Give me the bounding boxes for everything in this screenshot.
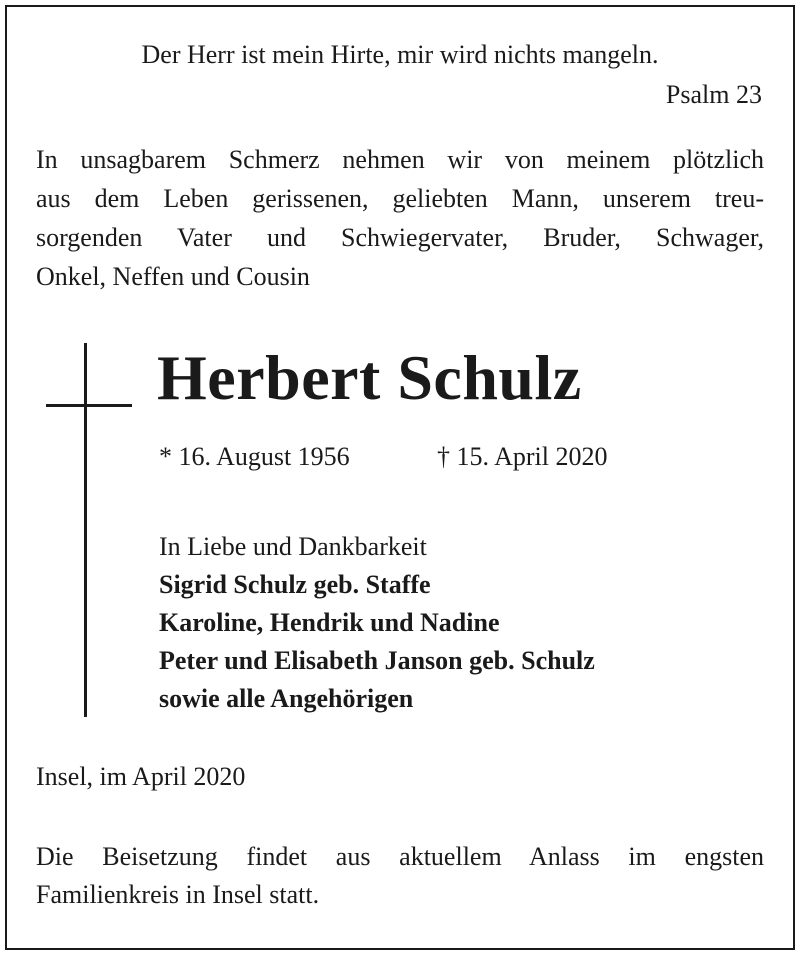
intro-line: In unsagbarem Schmerz nehmen wir von meinem plötzlich — [36, 145, 764, 174]
birth-date: * 16. August 1956 — [159, 442, 350, 471]
burial-line: Familienkreis in Insel statt. — [36, 880, 320, 909]
mourner-name: Peter und Elisabeth Janson geb. Schulz — [159, 646, 595, 675]
mourners-intro: In Liebe und Dankbarkeit — [159, 532, 427, 561]
cross-icon-vertical-bar — [84, 343, 87, 717]
place-and-date: Insel, im April 2020 — [36, 762, 246, 791]
intro-line: aus dem Leben gerissenen, geliebten Mann, unserem treu- — [36, 184, 764, 213]
burial-notice — [36, 838, 764, 914]
intro-line: Onkel, Neffen und Cousin — [36, 262, 310, 291]
psalm-reference: Psalm 23 — [665, 80, 762, 109]
mourner-name: sowie alle Angehörigen — [159, 684, 414, 713]
mourner-name: Karoline, Hendrik und Nadine — [159, 608, 500, 637]
deceased-name: Herbert Schulz — [157, 342, 582, 413]
psalm-quote: Der Herr ist mein Hirte, mir wird nichts mangeln. — [141, 40, 659, 69]
mourners-block — [159, 528, 595, 718]
intro-line: sorgenden Vater und Schwiegervater, Bruder, Schwager, — [36, 223, 764, 252]
cross-icon-horizontal-bar — [46, 404, 132, 407]
intro-paragraph — [36, 140, 764, 296]
burial-line: Die Beisetzung findet aus aktuellem Anlass im engsten — [36, 842, 764, 871]
death-date: † 15. April 2020 — [437, 442, 608, 471]
mourner-name: Sigrid Schulz geb. Staffe — [159, 570, 431, 599]
